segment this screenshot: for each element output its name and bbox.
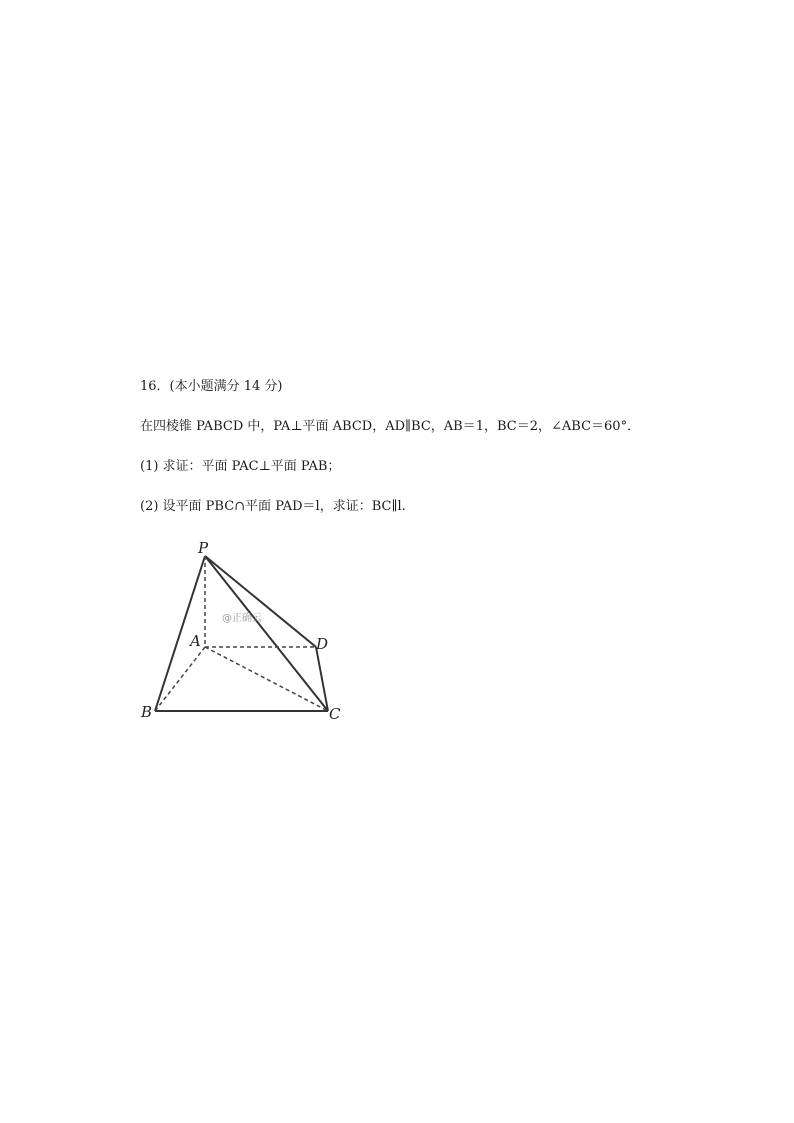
pyramid-diagram (138, 536, 348, 726)
vertex-label-B: B (141, 703, 153, 721)
problem-part-1: (1) 求证：平面 PAC⊥平面 PAB； (140, 459, 341, 474)
edge-DC (316, 647, 328, 711)
edge-PC (205, 556, 328, 711)
vertex-label-P: P (198, 539, 209, 557)
problem-part-2: (2) 设平面 PBC∩平面 PAD＝l，求证：BC∥l. (140, 499, 406, 514)
pyramid-figure (138, 536, 348, 726)
problem-block (140, 378, 660, 516)
vertex-label-D: D (316, 635, 329, 653)
problem-title: 16．(本小题满分 14 分) (140, 379, 283, 394)
problem-statement: 在四棱锥 PABCD 中，PA⊥平面 ABCD，AD∥BC，AB＝1，BC＝2，∠ABC＝60°． (140, 419, 641, 434)
edge-AC (205, 647, 328, 711)
vertex-label-A: A (190, 632, 201, 650)
vertex-label-C: C (329, 705, 341, 723)
edge-AB (155, 647, 205, 711)
edge-PD (205, 556, 316, 647)
watermark-text: @正确云 (222, 613, 262, 624)
